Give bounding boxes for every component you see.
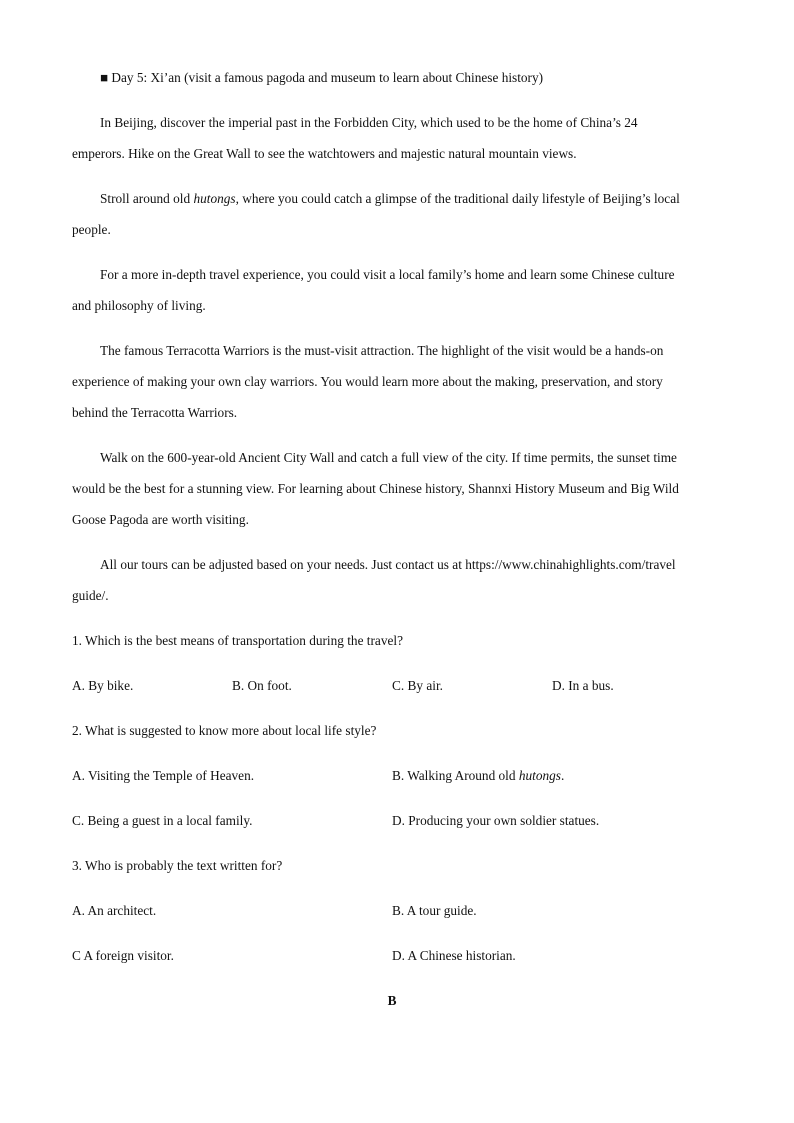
- question-2-option-c[interactable]: C. Being a guest in a local family.: [72, 813, 253, 828]
- paragraph-line: Goose Pagoda are worth visiting.: [72, 512, 249, 527]
- italic-term: hutongs: [193, 191, 236, 206]
- paragraph-line: Walk on the 600-year-old Ancient City Wall and catch a full view of the city. If time permits, the sunset time: [100, 450, 677, 465]
- question-2-option-d[interactable]: D. Producing your own soldier statues.: [392, 813, 600, 828]
- question-3-options-row-2: [72, 940, 712, 971]
- italic-term: hutongs: [518, 768, 561, 783]
- question-1-option-b[interactable]: B. On foot.: [232, 678, 292, 693]
- paragraph-line: In Beijing, discover the imperial past in the Forbidden City, which used to be the home of China’s 24: [100, 115, 638, 130]
- question-3-option-c[interactable]: C A foreign visitor.: [72, 948, 174, 963]
- paragraph-line: The famous Terracotta Warriors is the must-visit attraction. The highlight of the visit would be a hands-on: [100, 343, 664, 358]
- paragraph-city-wall: [72, 442, 712, 535]
- paragraph-line: guide/.: [72, 588, 109, 603]
- question-3-option-d[interactable]: D. A Chinese historian.: [392, 948, 516, 963]
- document-page: [72, 62, 712, 1016]
- question-3-options-row-1: [72, 895, 712, 926]
- bullet-square-icon: ■: [100, 70, 109, 85]
- day-5-text: Day 5: Xi’an (visit a famous pagoda and museum to learn about Chinese history): [111, 70, 544, 85]
- question-2-option-a[interactable]: A. Visiting the Temple of Heaven.: [72, 768, 255, 783]
- paragraph-line: For a more in-depth travel experience, you could visit a local family’s home and learn some Chinese culture: [100, 267, 675, 282]
- question-1-option-d[interactable]: D. In a bus.: [552, 678, 614, 693]
- paragraph-line: [72, 183, 712, 214]
- paragraph-line: and philosophy of living.: [72, 298, 206, 313]
- paragraph-terracotta: [72, 335, 712, 428]
- paragraph-hutongs: [72, 183, 712, 245]
- question-3-option-b[interactable]: B. A tour guide.: [392, 903, 477, 918]
- question-3-option-a[interactable]: A. An architect.: [72, 903, 157, 918]
- question-2-options-row-2: [72, 805, 712, 836]
- paragraph-line: behind the Terracotta Warriors.: [72, 405, 238, 420]
- text-run: , where you could catch a glimpse of the traditional daily lifestyle of Beijing’s local: [235, 191, 680, 206]
- option-text: B. Walking Around old: [392, 768, 519, 783]
- paragraph-line: All our tours can be adjusted based on your needs. Just contact us at https://www.chinahighlights.com/travel: [100, 557, 676, 572]
- question-2-options-row-1: [72, 760, 712, 791]
- paragraph-contact: [72, 549, 712, 611]
- question-1-options: [72, 670, 712, 701]
- option-text: .: [560, 768, 565, 783]
- paragraph-line: emperors. Hike on the Great Wall to see the watchtowers and majestic natural mountain views.: [72, 146, 577, 161]
- paragraph-line: experience of making your own clay warriors. You would learn more about the making, preservation, and story: [72, 374, 663, 389]
- question-1-stem: 1. Which is the best means of transportation during the travel?: [72, 633, 403, 648]
- question-1-option-c[interactable]: C. By air.: [392, 678, 443, 693]
- paragraph-line: people.: [72, 222, 111, 237]
- question-2-option-b[interactable]: [392, 760, 712, 791]
- question-1-option-a[interactable]: A. By bike.: [72, 678, 134, 693]
- question-2-stem: 2. What is suggested to know more about local life style?: [72, 723, 377, 738]
- section-label: B: [387, 993, 397, 1008]
- paragraph-local-family: [72, 259, 712, 321]
- text-run: Stroll around old: [100, 191, 194, 206]
- question-3-stem: 3. Who is probably the text written for?: [72, 858, 283, 873]
- paragraph-beijing: [72, 107, 712, 169]
- day-5-bullet: [72, 62, 712, 93]
- paragraph-line: would be the best for a stunning view. For learning about Chinese history, Shannxi History Museum and Big Wild: [72, 481, 679, 496]
